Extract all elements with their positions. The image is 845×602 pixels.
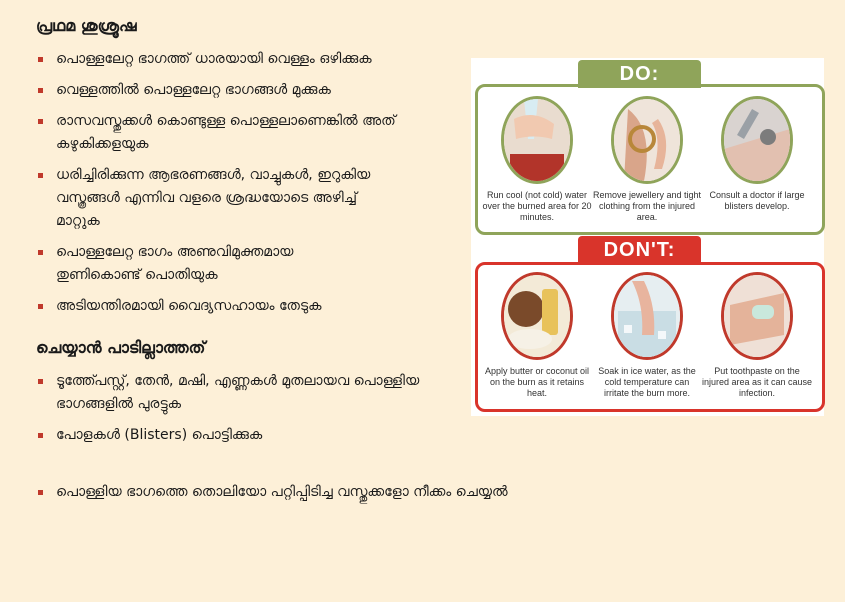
do-caption: Consult a doctor if large blisters develop. xyxy=(709,190,805,211)
bullet-icon xyxy=(38,433,43,438)
list-item xyxy=(36,241,376,287)
dont-caption: Put toothpaste on the injured area as it can cause infection. xyxy=(701,366,813,398)
list-item xyxy=(36,370,456,416)
bullet-icon xyxy=(38,250,43,255)
dont-item-butter xyxy=(481,272,593,399)
bullet-icon xyxy=(38,119,43,124)
running-water-illustration xyxy=(501,96,573,184)
list-item-text: ടൂത്ത്പേസ്റ്റ്, തേൻ, മഷി, എണ്ണകൾ മുതലായവ പൊള്ളിയ ഭാഗങ്ങളിൽ പുരട്ടുക xyxy=(56,373,420,412)
list-item-text: പൊള്ളലേറ്റ ഭാഗം അണുവിമുക്തമായ തുണികൊണ്ട് പൊതിയുക xyxy=(56,244,294,283)
bullet-icon xyxy=(38,173,43,178)
list-item xyxy=(36,481,796,504)
list-item-text: വെള്ളത്തിൽ പൊള്ളലേറ്റ ഭാഗങ്ങൾ മുക്കുക xyxy=(56,82,331,98)
bullet-icon xyxy=(38,57,43,62)
do-item-jewellery xyxy=(591,96,703,223)
do-caption: Run cool (not cold) water over the burned area for 20 minutes. xyxy=(482,190,592,222)
do-item-water xyxy=(481,96,593,223)
list-item-text: ധരിച്ചിരിക്കുന്ന ആഭരണങ്ങൾ, വാച്ചുകൾ, ഇറുകിയ വസ്ത്രങ്ങൾ എന്നിവ വളരെ ശ്രദ്ധയോടെ അഴിച്ച് മാറ്റുക xyxy=(56,167,371,229)
butter-oil-illustration xyxy=(501,272,573,360)
list-item-text: അടിയന്തിരമായി വൈദ്യസഹായം തേടുക xyxy=(56,298,322,314)
list-item xyxy=(36,110,456,156)
remove-jewellery-illustration xyxy=(611,96,683,184)
first-aid-list xyxy=(36,48,476,318)
list-item-text: പൊള്ളിയ ഭാഗത്തെ തൊലിയോ പറ്റിപ്പിടിച്ച വസ്തുക്കളോ നീക്കം ചെയ്യൽ xyxy=(56,484,508,500)
burn-care-infographic xyxy=(471,58,824,416)
list-item xyxy=(36,79,476,102)
list-item xyxy=(36,424,476,447)
list-item-text: പൊള്ളലേറ്റ ഭാഗത്ത് ധാരയായി വെള്ളം ഒഴിക്കുക xyxy=(56,51,372,67)
bullet-icon xyxy=(38,490,43,495)
list-item xyxy=(36,48,476,71)
donts-list xyxy=(36,370,476,447)
dont-item-toothpaste xyxy=(701,272,813,399)
dont-item-ice xyxy=(591,272,703,399)
bullet-icon xyxy=(38,88,43,93)
dont-label: DON'T: xyxy=(578,236,701,264)
do-label: DO: xyxy=(578,60,701,88)
text-column xyxy=(36,14,476,455)
donts-list-continued xyxy=(36,481,796,512)
toothpaste-illustration xyxy=(721,272,793,360)
consult-doctor-illustration xyxy=(721,96,793,184)
dont-caption: Soak in ice water, as the cold temperature can irritate the burn more. xyxy=(598,366,696,398)
first-aid-heading: പ്രഥമ ശുശ്രൂഷ xyxy=(36,16,137,35)
do-item-doctor xyxy=(701,96,813,212)
list-item xyxy=(36,295,476,318)
list-item xyxy=(36,164,386,233)
do-caption: Remove jewellery and tight clothing from the injured area. xyxy=(592,190,702,222)
bullet-icon xyxy=(38,304,43,309)
list-item-text: രാസവസ്തുക്കൾ കൊണ്ടുള്ള പൊള്ളലാണെങ്കിൽ അത് കഴുകിക്കളയുക xyxy=(56,113,396,152)
donts-heading: ചെയ്യാൻ പാടില്ലാത്തത് xyxy=(36,338,206,357)
ice-water-illustration xyxy=(611,272,683,360)
bullet-icon xyxy=(38,379,43,384)
list-item-text: പോളകൾ (Blisters) പൊട്ടിക്കുക xyxy=(56,427,263,443)
dont-caption: Apply butter or coconut oil on the burn as it retains heat. xyxy=(484,366,590,398)
